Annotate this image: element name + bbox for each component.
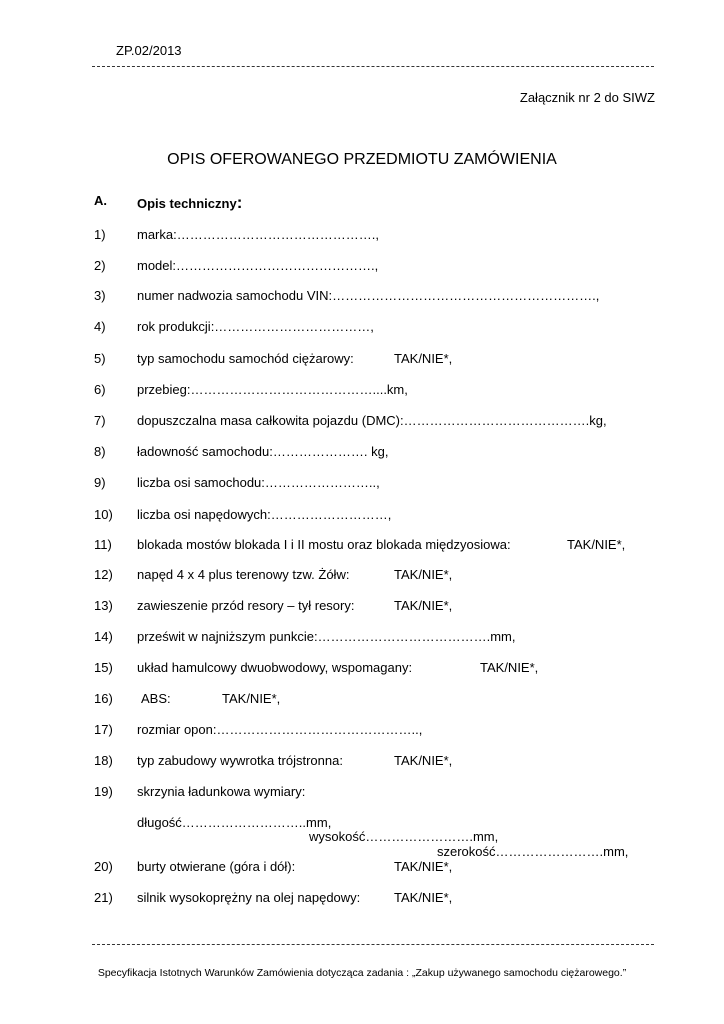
item-side-walls: burty otwierane (góra i dół): — [137, 859, 296, 874]
item-number: 17) — [94, 722, 113, 737]
item-tire-size: rozmiar opon:……………………………………….., — [137, 722, 423, 737]
item-number: 1) — [94, 227, 106, 242]
item-vehicle-type: typ samochodu samochód ciężarowy: — [137, 351, 354, 366]
section-colon: : — [236, 193, 243, 212]
item-number: 21) — [94, 890, 113, 905]
item-number: 13) — [94, 598, 113, 613]
item-brand: marka:………………………………………., — [137, 227, 379, 242]
item-number: 3) — [94, 288, 106, 303]
document-code: ZP.02/2013 — [116, 43, 182, 58]
item-number: 10) — [94, 507, 113, 522]
yes-no-answer: TAK/NIE*, — [567, 537, 626, 552]
item-suspension: zawieszenie przód resory – tył resory: — [137, 598, 355, 613]
item-abs: ABS: — [141, 691, 171, 706]
item-mileage: przebieg:……………………………………....km, — [137, 382, 408, 397]
section-letter: A. — [94, 193, 107, 208]
item-payload: ładowność samochodu:…………………. kg, — [137, 444, 389, 459]
section-label: Opis techniczny — [137, 196, 237, 211]
item-number: 19) — [94, 784, 113, 799]
yes-no-answer: TAK/NIE*, — [394, 859, 453, 874]
item-drive-type: napęd 4 x 4 plus terenowy tzw. Żółw: — [137, 567, 350, 582]
dimension-length: długość………………………..mm, — [137, 815, 332, 830]
yes-no-answer: TAK/NIE*, — [394, 753, 453, 768]
page-title: OPIS OFEROWANEGO PRZEDMIOTU ZAMÓWIENIA — [167, 151, 557, 168]
item-number: 16) — [94, 691, 113, 706]
item-number: 6) — [94, 382, 106, 397]
footer-divider — [92, 944, 654, 945]
item-diesel-engine: silnik wysokoprężny na olej napędowy: — [137, 890, 361, 905]
item-number: 12) — [94, 567, 113, 582]
item-drive-axles: liczba osi napędowych:………………………, — [137, 507, 392, 522]
dimension-width: szerokość…………………….mm, — [437, 844, 629, 859]
item-body-type: typ zabudowy wywrotka trójstronna: — [137, 753, 343, 768]
item-number: 8) — [94, 444, 106, 459]
item-number: 15) — [94, 660, 113, 675]
annex-label: Załącznik nr 2 do SIWZ — [519, 90, 655, 105]
yes-no-answer: TAK/NIE*, — [394, 598, 453, 613]
item-number: 9) — [94, 475, 106, 490]
item-number: 18) — [94, 753, 113, 768]
item-differential-lock: blokada mostów blokada I i II mostu oraz blokada międzyosiowa: — [137, 537, 511, 552]
yes-no-answer: TAK/NIE*, — [222, 691, 281, 706]
item-gross-weight: dopuszczalna masa całkowita pojazdu (DMC):…………………………………….kg, — [137, 413, 607, 428]
item-number: 11) — [94, 537, 112, 552]
yes-no-answer: TAK/NIE*, — [480, 660, 539, 675]
item-number: 20) — [94, 859, 113, 874]
item-number: 4) — [94, 319, 106, 334]
item-number: 7) — [94, 413, 106, 428]
item-axle-count: liczba osi samochodu:…………………….., — [137, 475, 380, 490]
item-production-year: rok produkcji:………………………………, — [137, 319, 374, 334]
footer-text: Specyfikacja Istotnych Warunków Zamówienia dotycząca zadania : „Zakup używanego samochodu ciężarowego.” — [97, 967, 627, 979]
item-number: 14) — [94, 629, 113, 644]
yes-no-answer: TAK/NIE*, — [394, 351, 453, 366]
item-cargo-box: skrzynia ładunkowa wymiary: — [137, 784, 306, 799]
item-model: model:………………………………………., — [137, 258, 379, 273]
dimension-height: wysokość…………………….mm, — [309, 829, 499, 844]
yes-no-answer: TAK/NIE*, — [394, 890, 453, 905]
header-divider — [92, 66, 654, 67]
item-vin: numer nadwozia samochodu VIN:……………………………………………………., — [137, 288, 600, 303]
item-number: 2) — [94, 258, 106, 273]
section-heading — [137, 193, 242, 213]
yes-no-answer: TAK/NIE*, — [394, 567, 453, 582]
item-number: 5) — [94, 351, 106, 366]
item-brake-system: układ hamulcowy dwuobwodowy, wspomagany: — [137, 660, 413, 675]
item-ground-clearance: prześwit w najniższym punkcie:………………………………….mm, — [137, 629, 516, 644]
